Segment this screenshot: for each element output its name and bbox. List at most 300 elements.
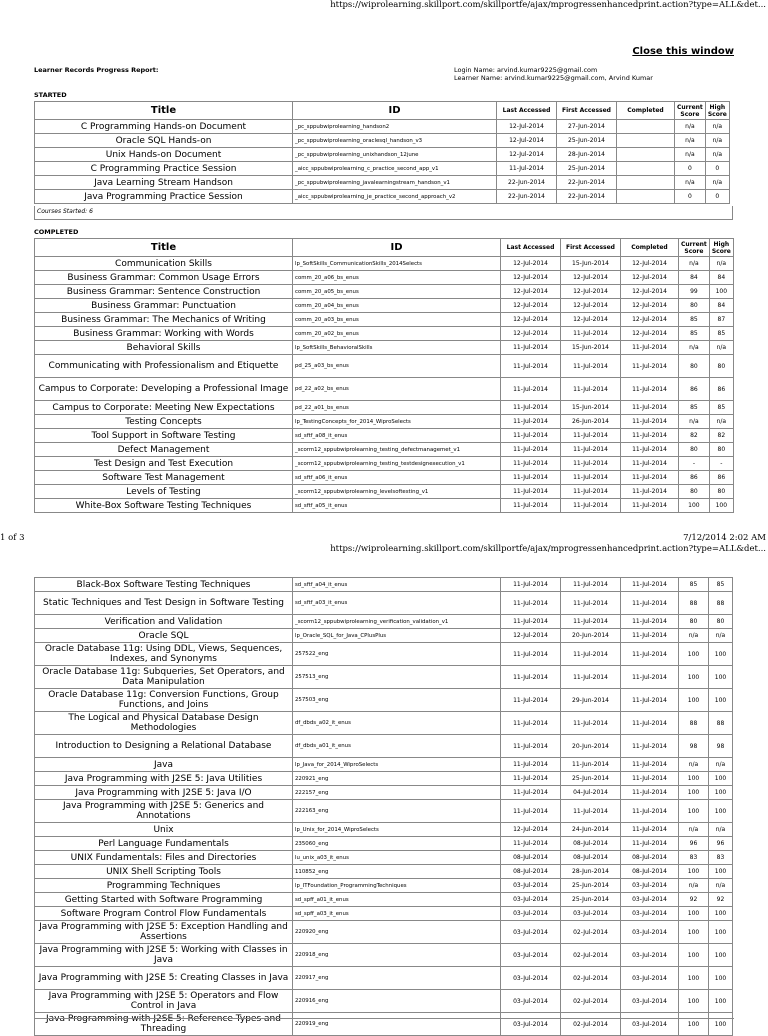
first-accessed: 11-Jul-2014 [561,378,621,401]
first-accessed: 25-Jun-2014 [561,879,621,893]
course-id: 220920_eng [293,921,501,944]
last-accessed: 08-Jul-2014 [501,865,561,879]
last-accessed: 12-Jul-2014 [501,629,561,643]
first-accessed: 11-Jul-2014 [561,643,621,666]
course-title: Java Programming Practice Session [35,190,293,204]
first-accessed: 29-Jun-2014 [561,689,621,712]
course-title: Software Test Management [35,471,293,485]
first-accessed: 28-Jun-2014 [561,865,621,879]
current-score: 85 [679,578,709,592]
last-accessed: 11-Jul-2014 [501,643,561,666]
current-score: 83 [679,851,709,865]
last-accessed: 03-Jul-2014 [501,907,561,921]
completed-date: 03-Jul-2014 [621,893,679,907]
table-row [35,313,734,327]
table-row [35,823,733,837]
first-accessed: 11-Jul-2014 [561,327,621,341]
first-accessed: 11-Jul-2014 [561,443,621,457]
high-score: 100 [709,285,733,299]
current-score: 100 [679,967,709,990]
high-score: 88 [709,592,733,615]
current-score: 0 [675,190,706,204]
last-accessed: 11-Jul-2014 [501,341,561,355]
col-last-accessed: Last Accessed [497,102,557,120]
high-score: 100 [709,967,733,990]
current-score: 100 [679,907,709,921]
last-accessed: 12-Jul-2014 [501,313,561,327]
course-id: 220916_eng [293,990,501,1013]
first-accessed: 11-Jun-2014 [561,758,621,772]
course-id: lp_ITFoundation_ProgrammingTechniques [293,879,501,893]
last-accessed: 11-Jul-2014 [501,592,561,615]
current-score: 100 [679,643,709,666]
close-window-link[interactable]: Close this window [632,46,734,57]
current-score: 98 [679,735,709,758]
course-id: comm_20_a04_bs_enus [293,299,501,313]
current-score: 88 [679,712,709,735]
first-accessed: 25-Jun-2014 [561,772,621,786]
completed-date: 12-Jul-2014 [621,313,679,327]
last-accessed: 22-Jun-2014 [497,190,557,204]
table-row [35,162,730,176]
last-accessed: 11-Jul-2014 [501,355,561,378]
course-title: Levels of Testing [35,485,293,499]
current-score: n/a [679,341,710,355]
course-id: _scorm12_sppubwiprolearning_testing_testdesignexecution_v1 [293,457,501,471]
completed-date: 11-Jul-2014 [621,735,679,758]
course-title: C Programming Practice Session [35,162,293,176]
course-title: Static Techniques and Test Design in Software Testing [35,592,293,615]
completed-date: 12-Jul-2014 [621,327,679,341]
table-row [35,120,730,134]
current-score: 88 [679,592,709,615]
last-accessed: 12-Jul-2014 [501,285,561,299]
table-row [35,990,733,1013]
course-id: _pc_sppubwiprolearning_oraclesql_handson_v3 [293,134,497,148]
first-accessed: 11-Jul-2014 [561,355,621,378]
last-accessed: 12-Jul-2014 [501,823,561,837]
high-score: n/a [709,629,733,643]
completed-date: 03-Jul-2014 [621,990,679,1013]
course-id: lp_TestingConcepts_for_2014_WiproSelects [293,415,501,429]
completed-date: 11-Jul-2014 [621,443,679,457]
col-high-score: High Score [705,102,729,120]
table-row [35,851,733,865]
high-score: - [709,457,733,471]
col-title: Title [35,102,293,120]
high-score: 80 [709,355,733,378]
last-accessed: 11-Jul-2014 [501,666,561,689]
table-row [35,341,734,355]
table-row [35,592,733,615]
first-accessed: 22-Jun-2014 [557,190,617,204]
first-accessed: 11-Jul-2014 [561,592,621,615]
current-score: 82 [679,429,710,443]
first-accessed: 02-Jul-2014 [561,921,621,944]
last-accessed: 11-Jul-2014 [501,615,561,629]
course-id: 257522_eng [293,643,501,666]
course-id: 220917_eng [293,967,501,990]
first-accessed: 27-Jun-2014 [557,120,617,134]
completed-date: 11-Jul-2014 [621,712,679,735]
table-row [35,271,734,285]
first-accessed: 26-Jun-2014 [561,415,621,429]
first-accessed: 15-Jun-2014 [561,341,621,355]
current-score: 100 [679,990,709,1013]
last-accessed: 03-Jul-2014 [501,921,561,944]
course-id: comm_20_a05_bs_enus [293,285,501,299]
current-score: 100 [679,666,709,689]
table-row [35,471,734,485]
table-row [35,666,733,689]
current-score: 85 [679,401,710,415]
course-title: Programming Techniques [35,879,293,893]
first-accessed: 20-Jun-2014 [561,629,621,643]
course-title: Business Grammar: Common Usage Errors [35,271,293,285]
high-score: n/a [705,176,729,190]
table-row [35,327,734,341]
completed-date: 11-Jul-2014 [621,772,679,786]
last-accessed: 03-Jul-2014 [501,967,561,990]
course-title: UNIX Fundamentals: Files and Directories [35,851,293,865]
last-accessed: 03-Jul-2014 [501,944,561,967]
table-row [35,879,733,893]
course-id: comm_20_a02_bs_enus [293,327,501,341]
completed-date [617,162,675,176]
completed-date: 11-Jul-2014 [621,429,679,443]
started-table [34,101,730,204]
last-accessed: 11-Jul-2014 [501,485,561,499]
high-score: n/a [705,134,729,148]
current-score: 100 [679,786,709,800]
started-heading: STARTED [34,91,67,99]
current-score: 80 [679,443,710,457]
table-row [35,148,730,162]
high-score: 100 [709,921,733,944]
course-id: sd_sftf_a08_it_enus [293,429,501,443]
table-row [35,800,733,823]
course-id: 257503_eng [293,689,501,712]
first-accessed: 12-Jul-2014 [561,271,621,285]
last-accessed: 11-Jul-2014 [501,429,561,443]
table-row [35,758,733,772]
current-score: 0 [675,162,706,176]
high-score: 100 [709,800,733,823]
last-accessed: 11-Jul-2014 [501,578,561,592]
table-row [35,893,733,907]
first-accessed: 02-Jul-2014 [561,990,621,1013]
completed-date: 11-Jul-2014 [621,341,679,355]
completed-date [617,120,675,134]
completed-date: 11-Jul-2014 [621,758,679,772]
completed-date: 03-Jul-2014 [621,907,679,921]
current-score: 100 [679,800,709,823]
completed-date: 11-Jul-2014 [621,823,679,837]
learner-info [454,66,653,82]
completed-date: 11-Jul-2014 [621,629,679,643]
course-id: lp_SoftSkills_CommunicationSkills_2014Selects [293,257,501,271]
current-score: 100 [679,772,709,786]
first-accessed: 12-Jul-2014 [561,313,621,327]
col-current-score: Current Score [679,239,710,257]
high-score: 87 [709,313,733,327]
current-score: n/a [679,879,709,893]
course-title: Tool Support in Software Testing [35,429,293,443]
table-row [35,134,730,148]
first-accessed: 11-Jul-2014 [561,499,621,513]
table-row [35,921,733,944]
last-accessed: 11-Jul-2014 [501,499,561,513]
course-title: Business Grammar: Working with Words [35,327,293,341]
first-accessed: 22-Jun-2014 [557,176,617,190]
course-id: comm_20_a03_bs_enus [293,313,501,327]
first-accessed: 25-Jun-2014 [561,893,621,907]
completed-date: 03-Jul-2014 [621,944,679,967]
first-accessed: 11-Jul-2014 [561,429,621,443]
course-title: Introduction to Designing a Relational Database [35,735,293,758]
course-id: 222163_eng [293,800,501,823]
course-id: _pc_sppubwiprolearning_unixhandson_12june [293,148,497,162]
last-accessed: 12-Jul-2014 [497,120,557,134]
completed-date: 03-Jul-2014 [621,879,679,893]
course-id: sd_sftf_a03_it_enus [293,592,501,615]
high-score: 80 [709,615,733,629]
learner-name: Learner Name: arvind.kumar9225@gmail.com, Arvind Kumar [454,74,653,82]
first-accessed: 11-Jul-2014 [561,800,621,823]
current-score: - [679,457,710,471]
current-score: 85 [679,313,710,327]
current-score: 80 [679,355,710,378]
table-row [35,643,733,666]
course-title: Getting Started with Software Programming [35,893,293,907]
current-score: 80 [679,299,710,313]
first-accessed: 20-Jun-2014 [561,735,621,758]
table-row [35,299,734,313]
high-score: 86 [709,378,733,401]
table-row [35,786,733,800]
course-title: Software Program Control Flow Fundamentals [35,907,293,921]
last-accessed: 12-Jul-2014 [501,257,561,271]
table-row [35,629,733,643]
last-accessed: 11-Jul-2014 [501,443,561,457]
course-title: Unix Hands-on Document [35,148,293,162]
course-id: 220918_eng [293,944,501,967]
completed-date: 03-Jul-2014 [621,921,679,944]
course-title: Java Programming with J2SE 5: Creating Classes in Java [35,967,293,990]
col-completed: Completed [621,239,679,257]
course-title: Oracle Database 11g: Using DDL, Views, Sequences, Indexes, and Synonyms [35,643,293,666]
high-score: n/a [709,879,733,893]
last-accessed: 11-Jul-2014 [501,457,561,471]
course-title: Java Programming with J2SE 5: Reference Types and Threading [35,1013,293,1036]
first-accessed: 15-Jun-2014 [561,401,621,415]
first-accessed: 12-Jul-2014 [561,285,621,299]
completed-date [617,148,675,162]
table-row [35,285,734,299]
completed-date: 11-Jul-2014 [621,786,679,800]
completed-date: 12-Jul-2014 [621,271,679,285]
completed-date [617,134,675,148]
course-id: df_dbds_a02_it_enus [293,712,501,735]
table-row [35,689,733,712]
current-score: 100 [679,499,710,513]
high-score: 0 [705,190,729,204]
completed-date: 11-Jul-2014 [621,471,679,485]
high-score: 100 [709,944,733,967]
first-accessed: 04-Jul-2014 [561,786,621,800]
last-accessed: 11-Jul-2014 [501,401,561,415]
current-score: 80 [679,485,710,499]
high-score: 100 [709,1013,733,1036]
course-id: lp_SoftSkills_BehavioralSkills [293,341,501,355]
last-accessed: 11-Jul-2014 [501,378,561,401]
course-id: 222157_eng [293,786,501,800]
course-id: lp_Oracle_SQL_for_Java_CPlusPlus [293,629,501,643]
course-title: Oracle SQL Hands-on [35,134,293,148]
table-row [35,378,734,401]
high-score: n/a [709,758,733,772]
course-id: _pc_sppubwiprolearning_handson2 [293,120,497,134]
completed-date [617,176,675,190]
course-id: lu_unix_a03_it_enus [293,851,501,865]
completed-date: 03-Jul-2014 [621,967,679,990]
table-row [35,355,734,378]
high-score: 84 [709,299,733,313]
high-score: 92 [709,893,733,907]
high-score: 0 [705,162,729,176]
course-id: 220919_eng [293,1013,501,1036]
course-id: _scorm12_sppubwiprolearning_levelsoftesting_v1 [293,485,501,499]
first-accessed: 08-Jul-2014 [561,837,621,851]
table-row [35,735,733,758]
first-accessed: 03-Jul-2014 [561,907,621,921]
table-row [35,176,730,190]
course-id: sd_sftf_a06_it_enus [293,471,501,485]
current-score: 86 [679,378,710,401]
last-accessed: 12-Jul-2014 [501,299,561,313]
high-score: 83 [709,851,733,865]
col-first-accessed: First Accessed [557,102,617,120]
course-title: Behavioral Skills [35,341,293,355]
current-score: n/a [675,176,706,190]
course-id: comm_20_a06_bs_enus [293,271,501,285]
current-score: 86 [679,471,710,485]
table-row [35,499,734,513]
course-title: Java Programming with J2SE 5: Java I/O [35,786,293,800]
completed-date: 12-Jul-2014 [621,285,679,299]
completed-date: 11-Jul-2014 [621,643,679,666]
course-title: Unix [35,823,293,837]
table-row [35,967,733,990]
course-id: lp_Unix_for_2014_WiproSelects [293,823,501,837]
first-accessed: 11-Jul-2014 [561,666,621,689]
last-accessed: 12-Jul-2014 [497,148,557,162]
last-accessed: 11-Jul-2014 [501,758,561,772]
completed-date: 11-Jul-2014 [621,578,679,592]
table-row [35,837,733,851]
course-title: Communication Skills [35,257,293,271]
last-accessed: 11-Jul-2014 [501,471,561,485]
current-score: n/a [679,823,709,837]
high-score: 100 [709,786,733,800]
completed-date: 11-Jul-2014 [621,485,679,499]
course-title: Java Learning Stream Handson [35,176,293,190]
table-row [35,443,734,457]
table-row [35,772,733,786]
course-id: pd_25_a03_bs_enus [293,355,501,378]
table-row [35,457,734,471]
high-score: 85 [709,327,733,341]
course-title: UNIX Shell Scripting Tools [35,865,293,879]
course-id: df_dbds_a01_it_enus [293,735,501,758]
col-first-accessed: First Accessed [561,239,621,257]
table-row [35,578,733,592]
high-score: 80 [709,485,733,499]
completed-date: 11-Jul-2014 [621,592,679,615]
last-accessed: 11-Jul-2014 [501,800,561,823]
high-score: 100 [709,772,733,786]
completed-date: 11-Jul-2014 [621,415,679,429]
table-row [35,485,734,499]
course-title: Java Programming with J2SE 5: Generics and Annotations [35,800,293,823]
course-title: Campus to Corporate: Developing a Professional Image [35,378,293,401]
completed-table [34,238,734,513]
course-title: White-Box Software Testing Techniques [35,499,293,513]
continued-table [34,577,733,1036]
current-score: 100 [679,689,709,712]
current-score: n/a [679,758,709,772]
first-accessed: 11-Jul-2014 [561,712,621,735]
first-accessed: 24-Jun-2014 [561,823,621,837]
completed-date: 11-Jul-2014 [621,355,679,378]
last-accessed: 12-Jul-2014 [497,134,557,148]
courses-started-count: Courses Started: 6 [37,208,93,215]
first-accessed: 02-Jul-2014 [561,1013,621,1036]
course-title: Oracle SQL [35,629,293,643]
completed-date: 03-Jul-2014 [621,1013,679,1036]
course-title: Oracle Database 11g: Conversion Functions, Group Functions, and Joins [35,689,293,712]
last-accessed: 11-Jul-2014 [497,162,557,176]
course-title: Testing Concepts [35,415,293,429]
course-title: Verification and Validation [35,615,293,629]
course-id: sd_sftf_a05_it_enus [293,499,501,513]
course-id: lp_Java_for_2014_WiproSelects [293,758,501,772]
last-accessed: 03-Jul-2014 [501,879,561,893]
completed-date: 11-Jul-2014 [621,457,679,471]
login-name: Login Name: arvind.kumar9225@gmail.com [454,66,598,74]
last-accessed: 08-Jul-2014 [501,851,561,865]
high-score: 100 [709,865,733,879]
course-id: sd_spff_a01_it_enus [293,893,501,907]
current-score: 80 [679,615,709,629]
last-accessed: 03-Jul-2014 [501,1013,561,1036]
completed-date: 11-Jul-2014 [621,378,679,401]
high-score: 100 [709,990,733,1013]
table-row [35,257,734,271]
course-id: pd_22_a01_bs_enus [293,401,501,415]
first-accessed: 12-Jul-2014 [561,299,621,313]
first-accessed: 28-Jun-2014 [557,148,617,162]
first-accessed: 15-Jun-2014 [561,257,621,271]
page-url: https://wiprolearning.skillport.com/skillportfe/ajax/mprogressenhancedprint.action?type=ALL&det... [330,0,766,10]
table-row [35,401,734,415]
course-title: Oracle Database 11g: Subqueries, Set Operators, and Data Manipulation [35,666,293,689]
table-row [35,865,733,879]
course-title: Campus to Corporate: Meeting New Expectations [35,401,293,415]
first-accessed: 11-Jul-2014 [561,471,621,485]
completed-date [617,190,675,204]
high-score: 100 [709,907,733,921]
